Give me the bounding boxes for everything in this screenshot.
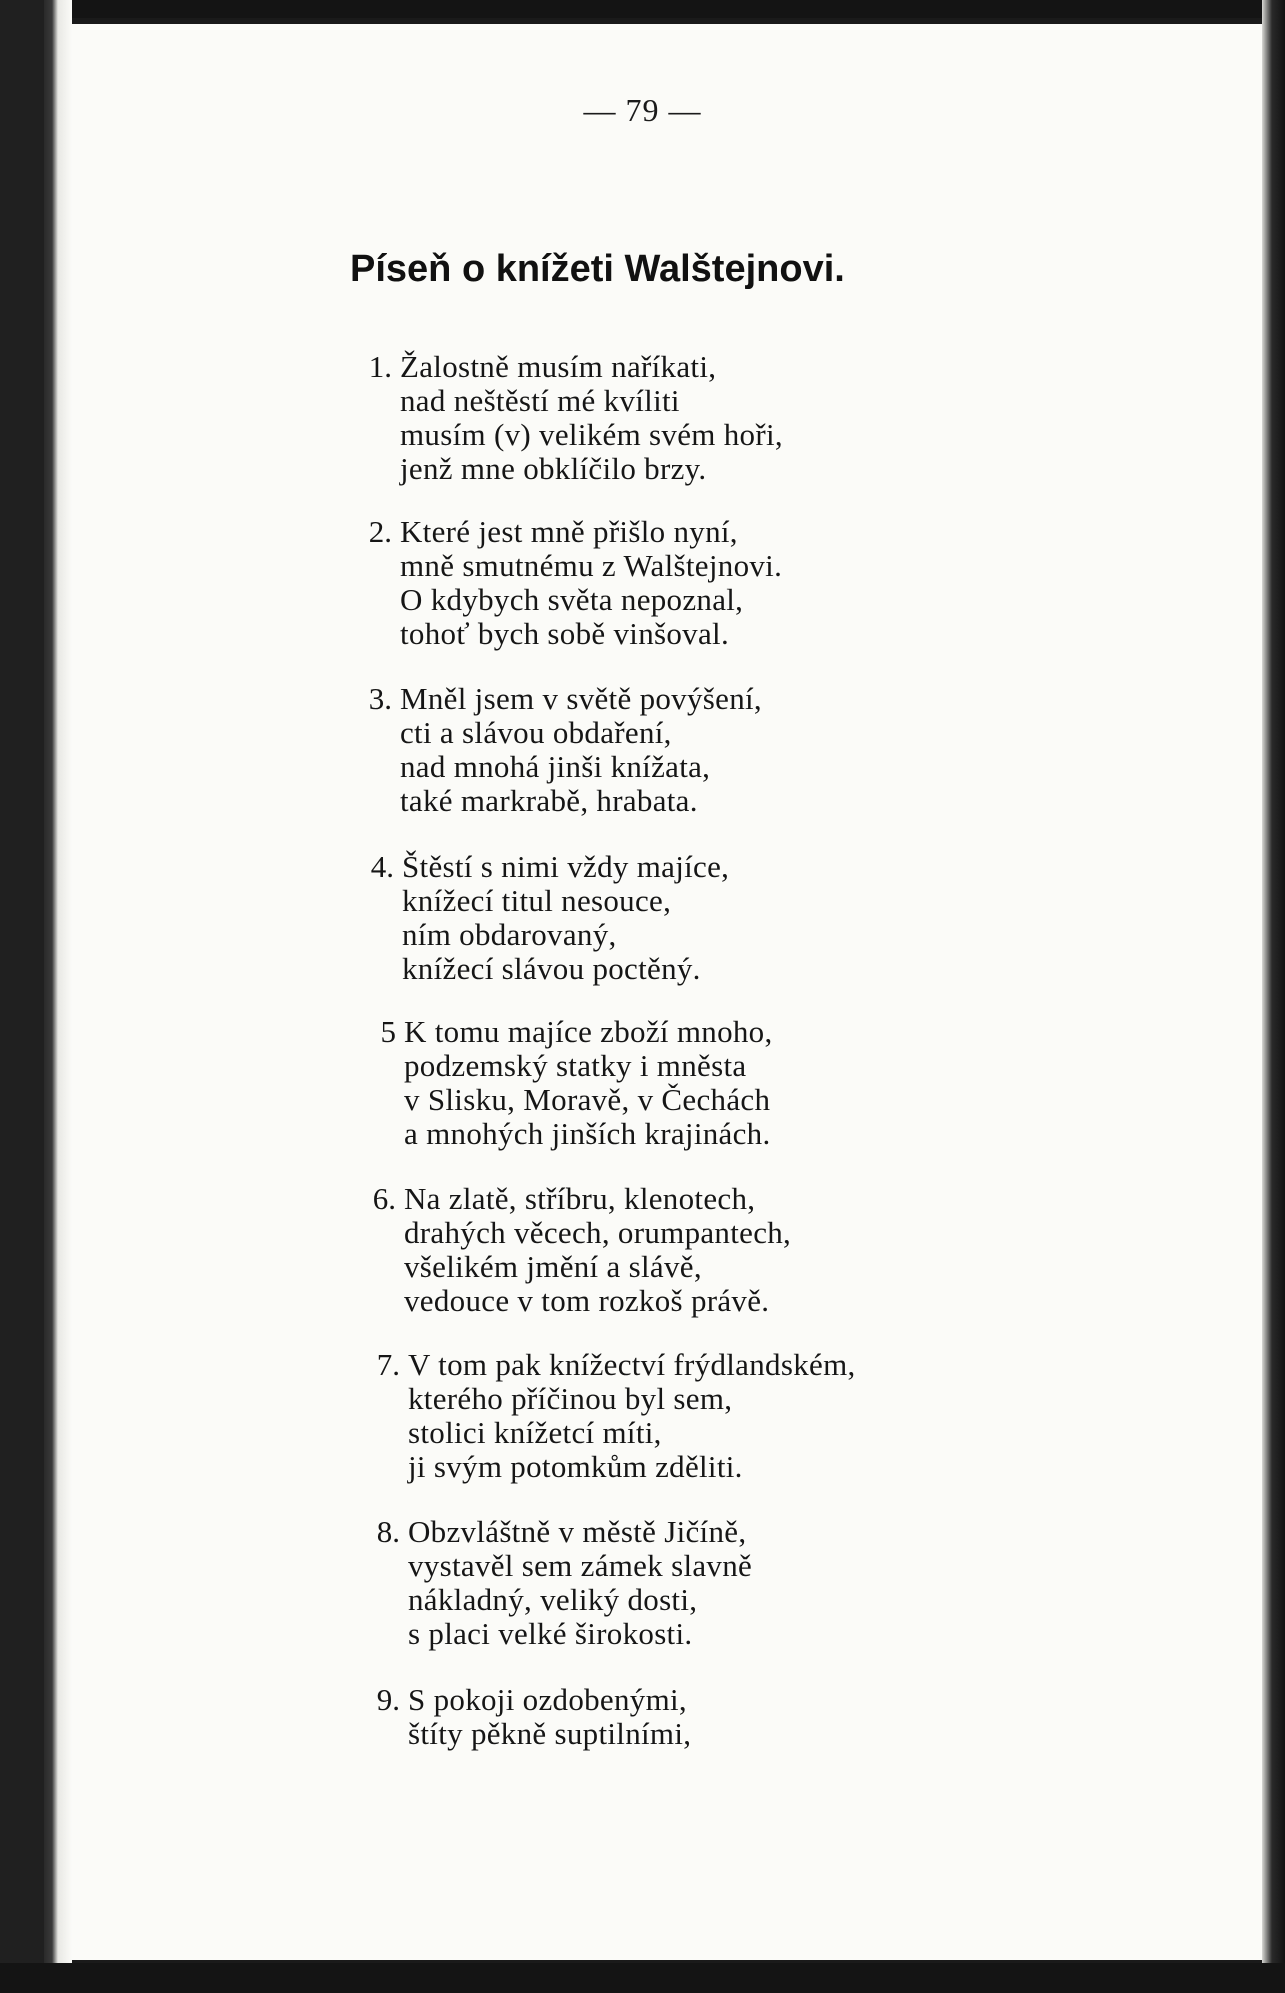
- stanza-lines: [400, 682, 762, 818]
- verse-line: nad neštěstí mé kvíliti: [400, 383, 680, 418]
- verse-line: Žalostně musím naříkati,: [400, 349, 717, 384]
- stanza-lines: [404, 1182, 791, 1318]
- verse-line: Na zlatě, stříbru, klenotech,: [404, 1181, 756, 1216]
- verse-line: drahých věcech, orumpantech,: [404, 1215, 792, 1250]
- stanza-lines: [408, 1515, 752, 1651]
- page-right-edge: [1262, 0, 1285, 1993]
- verse-line: Obzvláštně v městě Jičíně,: [408, 1514, 747, 1549]
- scan-left-border: [0, 0, 44, 1993]
- book-page: [72, 24, 1262, 1960]
- verse-line: v Slisku, Moravě, v Čechách: [404, 1082, 771, 1117]
- verse-line: jenž mne obklíčilo brzy.: [400, 451, 707, 486]
- verse-line: s placi velké širokosti.: [408, 1616, 693, 1651]
- poem-title: Píseň o knížeti Walštejnovi.: [350, 248, 845, 290]
- verse-line: a mnohých jinších krajinách.: [404, 1116, 771, 1151]
- page-number: — 79 —: [583, 92, 702, 128]
- verse-line: K tomu majíce zboží mnoho,: [404, 1014, 773, 1049]
- verse-line: všelikém jmění a slávě,: [404, 1249, 702, 1284]
- stanza-number: 1.: [368, 349, 392, 384]
- stanza-lines: [404, 1015, 773, 1151]
- verse-line: také markrabě, hrabata.: [400, 783, 698, 818]
- verse-line: knížecí slávou poctěný.: [402, 951, 701, 986]
- stanza-lines: [402, 850, 729, 986]
- stanza-lines: [400, 350, 783, 486]
- verse-line: knížecí titul nesouce,: [402, 883, 672, 918]
- verse-line: Štěstí s nimi vždy majíce,: [402, 849, 730, 884]
- stanza-lines: [408, 1683, 691, 1751]
- verse-line: cti a slávou obdaření,: [400, 715, 672, 750]
- stanza-number: 6.: [372, 1181, 396, 1216]
- stanza-lines: [400, 515, 782, 651]
- verse-line: O kdybych světa nepoznal,: [400, 582, 744, 617]
- stanza-lines: [408, 1348, 856, 1484]
- verse-line: vystavěl sem zámek slavně: [408, 1548, 753, 1583]
- verse-line: Které jest mně přišlo nyní,: [400, 514, 738, 549]
- verse-line: V tom pak knížectví frýdlandském,: [408, 1347, 856, 1382]
- verse-line: kterého příčinou byl sem,: [408, 1381, 733, 1416]
- verse-line: ním obdarovaný,: [402, 917, 617, 952]
- verse-line: S pokoji ozdobenými,: [408, 1682, 687, 1717]
- stanza-number: 5: [380, 1014, 396, 1049]
- verse-line: tohoť bych sobě vinšoval.: [400, 616, 729, 651]
- stanza-number: 9.: [376, 1682, 400, 1717]
- stanza-number: 8.: [376, 1514, 400, 1549]
- stanza-number: 3.: [368, 681, 392, 716]
- verse-line: štíty pěkně suptilními,: [408, 1716, 692, 1751]
- verse-line: stolici knížetcí míti,: [408, 1415, 662, 1450]
- verse-line: nad mnohá jinši knížata,: [400, 749, 711, 784]
- verse-line: musím (v) velikém svém hoři,: [400, 417, 783, 452]
- scan-bottom-border: [0, 1963, 1285, 1993]
- scan-top-border: [0, 0, 1285, 18]
- verse-line: vedouce v tom rozkoš právě.: [404, 1283, 770, 1318]
- stanza-number: 2.: [368, 514, 392, 549]
- verse-line: ji svým potomkům zděliti.: [408, 1449, 743, 1484]
- stanza-number: 7.: [376, 1347, 400, 1382]
- verse-line: nákladný, veliký dosti,: [408, 1582, 698, 1617]
- verse-line: mně smutnému z Walštejnovi.: [400, 548, 783, 583]
- verse-line: podzemský statky i mněsta: [404, 1048, 747, 1083]
- stanza-number: 4.: [370, 849, 394, 884]
- verse-line: Mněl jsem v světě povýšení,: [400, 681, 762, 716]
- book-binding-shadow: [44, 0, 72, 1993]
